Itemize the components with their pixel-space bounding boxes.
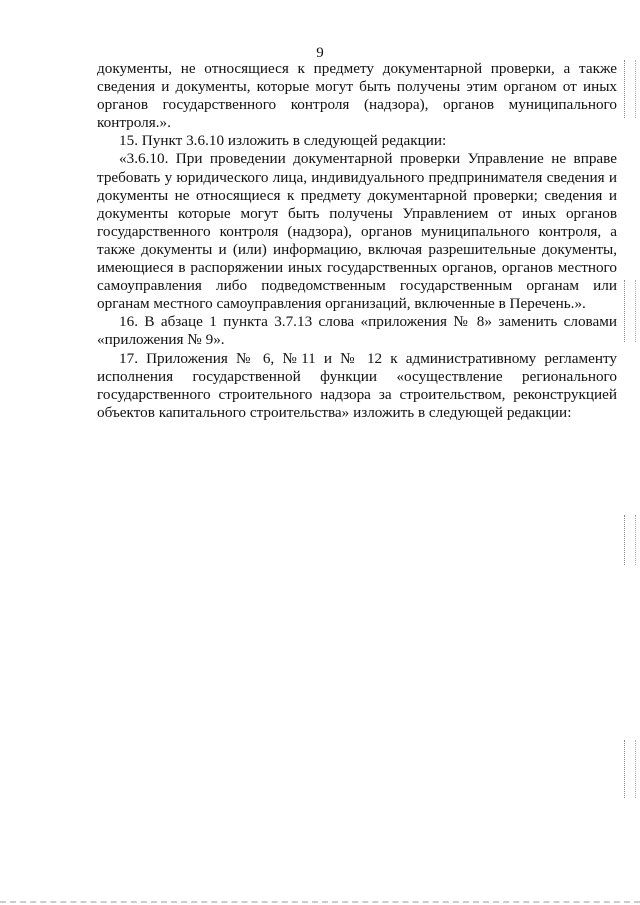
text-line: исполнения государственной функции «осуществление регионального <box>97 367 617 385</box>
text-line: требовать у юридического лица, индивидуального предпринимателя сведения и <box>97 168 617 186</box>
scan-artifact <box>624 60 636 118</box>
text-line: 15. Пункт 3.6.10 изложить в следующей редакции: <box>119 132 447 150</box>
scan-artifact <box>624 515 636 565</box>
paragraph-quoted-3-6-10 <box>97 150 617 313</box>
text-line: контроля.». <box>97 114 171 132</box>
text-line: 16. В абзаце 1 пункта 3.7.13 слова «приложения № 8» заменить словами <box>119 313 617 331</box>
text-line: самоуправления либо подведомственным государственным органам или <box>97 277 617 295</box>
text-line: органов государственного контроля (надзора), органов муниципального <box>97 96 617 114</box>
text-line: имеющиеся в распоряжении иных государственных органов, органов местного <box>97 259 617 277</box>
paragraph-item-15 <box>97 132 617 150</box>
paragraph-item-17 <box>97 350 617 422</box>
paragraph-continuation <box>97 60 617 132</box>
text-line: документы, не относящиеся к предмету документарной проверки, а также <box>97 60 617 77</box>
text-line: документы не относящиеся к предмету документарной проверки; сведения и <box>97 186 617 204</box>
text-line: «3.6.10. При проведении документарной проверки Управление не вправе <box>119 150 617 168</box>
text-line: государственного контроля (надзора), органов муниципального контроля, а <box>97 222 617 240</box>
paragraph-item-16 <box>97 313 617 349</box>
text-line: «приложения № 9». <box>97 331 225 349</box>
text-line: органам местного самоуправления организаций, включенные в Перечень.». <box>97 295 586 313</box>
text-line: сведения и документы, которые могут быть получены этим органом от иных <box>97 78 617 96</box>
scan-artifact <box>624 280 636 342</box>
scan-artifact <box>624 740 636 798</box>
text-line: документы которые могут быть получены Управлением от иных органов <box>97 204 617 222</box>
document-body <box>97 60 617 422</box>
text-line: 17. Приложения № 6, №11 и № 12 к административному регламенту <box>119 349 617 367</box>
text-line: объектов капитального строительства» изложить в следующей редакции: <box>97 403 572 421</box>
text-line: государственного строительного надзора за строительством, реконструкцией <box>97 385 617 403</box>
page-number: 9 <box>316 45 324 61</box>
text-line: также документы и (или) информацию, включая разрешительные документы, <box>97 240 617 258</box>
scan-bottom-edge <box>0 901 640 903</box>
